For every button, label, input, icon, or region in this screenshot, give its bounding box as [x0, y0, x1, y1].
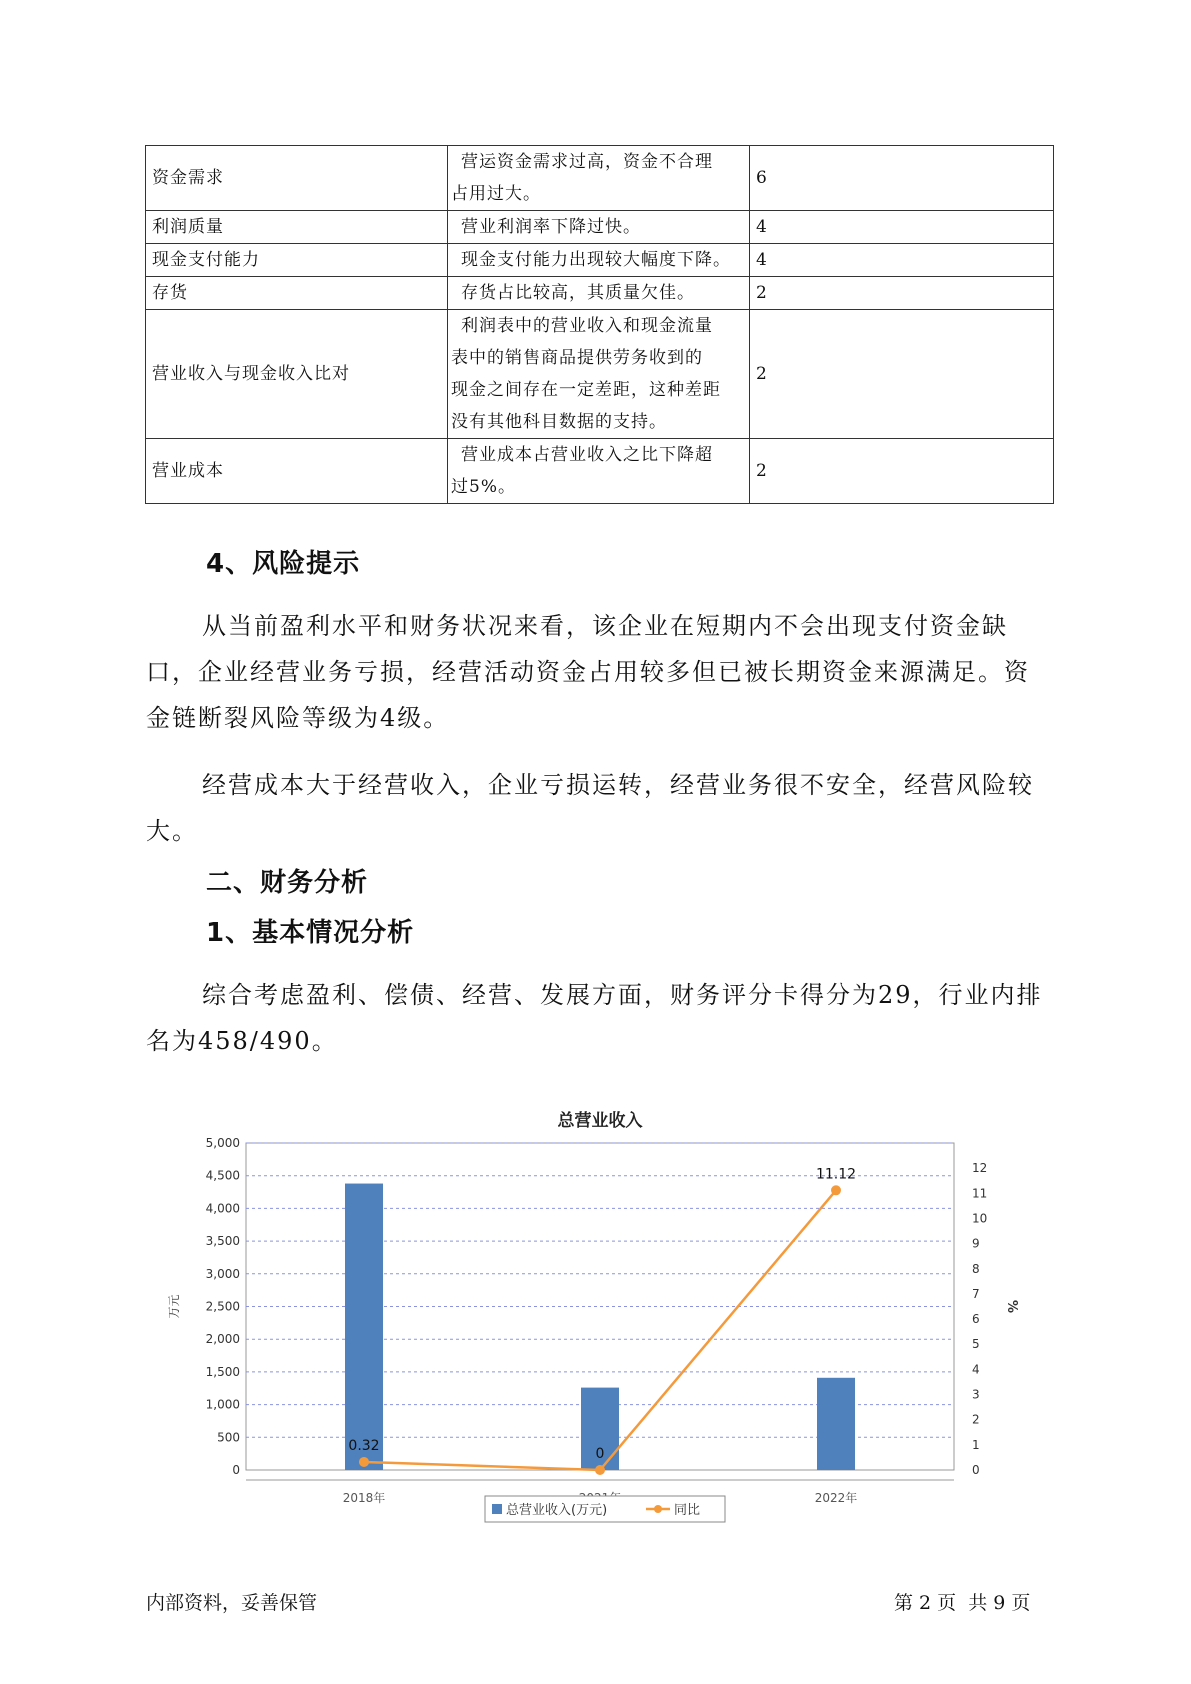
risk-score-cell: 2: [750, 277, 1054, 310]
table-row: [146, 277, 1054, 310]
table-row: [146, 146, 1054, 211]
bar-revenue: [345, 1184, 383, 1470]
section-heading-finance: 二、财务分析: [206, 868, 369, 898]
risk-item-cell: 利润质量: [146, 211, 448, 244]
risk-description-cell: [448, 439, 750, 504]
y-tick-label: 5,000: [205, 1136, 240, 1150]
risk-description-cell: [448, 277, 750, 310]
y-tick-label: 2,500: [205, 1299, 240, 1314]
risk-score-cell: 2: [750, 310, 1054, 439]
risk-description-cell: [448, 211, 750, 244]
table-row: [146, 244, 1054, 277]
section-heading-risk: 4、风险提示: [206, 549, 361, 579]
risk-description-line: 存货占比较高，其质量欠佳。: [461, 283, 695, 303]
data-label-yoy: 0.32: [348, 1437, 380, 1454]
table-row: [146, 211, 1054, 244]
risk-score-cell: 6: [750, 146, 1054, 211]
risk-score-cell: 4: [750, 244, 1054, 277]
y2-tick-label: 10: [972, 1211, 988, 1226]
risk-score-cell: 2: [750, 439, 1054, 504]
point-yoy: [595, 1465, 605, 1475]
table-row: [146, 310, 1054, 439]
data-label-yoy: 11.12: [815, 1166, 857, 1183]
y2-tick-label: 3: [972, 1387, 980, 1402]
table-row: [146, 439, 1054, 504]
footer-confidential: 内部资料，妥善保管: [146, 1592, 318, 1614]
legend-marker-yoy: [654, 1505, 662, 1513]
y2-tick-label: 6: [972, 1312, 980, 1327]
risk-paragraph-2: 经营成本大于经营收入，企业亏损运转，经营业务很不安全，经营风险较大。: [146, 771, 1034, 845]
risk-description-line: 营运资金需求过高，资金不合理: [461, 152, 713, 172]
legend-swatch-revenue: [492, 1504, 502, 1514]
risk-description-line: 现金支付能力出现较大幅度下降。: [461, 250, 731, 270]
risk-description-line: 占用过大。: [451, 184, 541, 204]
y-tick-label: 2,000: [205, 1332, 240, 1347]
y-tick-label: 4,000: [205, 1201, 240, 1216]
risk-item-cell: 现金支付能力: [146, 244, 448, 277]
risk-description-line: 没有其他科目数据的支持。: [451, 412, 667, 432]
risk-description-line: 表中的销售商品提供劳务收到的: [451, 348, 703, 368]
y-tick-label: 3,000: [205, 1266, 240, 1281]
risk-item-cell: 资金需求: [146, 146, 448, 211]
risk-description-cell: [448, 244, 750, 277]
risk-table-body: [146, 146, 1054, 504]
risk-item-cell: 营业收入与现金收入比对: [146, 310, 448, 439]
sub-heading-basic-analysis: 1、基本情况分析: [206, 918, 415, 948]
y-tick-label: 0: [232, 1463, 240, 1477]
y-tick-label: 3,500: [205, 1234, 240, 1249]
risk-table: [145, 145, 1054, 504]
y2-tick-label: 4: [972, 1362, 980, 1377]
risk-description-line: 现金之间存在一定差距，这种差距: [451, 380, 721, 400]
risk-description-line: 营业成本占营业收入之比下降超: [461, 445, 713, 465]
y2-tick-label: 11: [972, 1186, 988, 1201]
point-yoy: [359, 1457, 369, 1467]
risk-description-line: 营业利润率下降过快。: [461, 217, 641, 237]
y-axis-label: 万元: [167, 1294, 181, 1319]
y2-axis-label: %: [1004, 1299, 1019, 1314]
revenue-chart: [167, 1090, 1020, 1550]
chart-title: 总营业收入: [557, 1111, 643, 1131]
risk-paragraph-1: 从当前盈利水平和财务状况来看，该企业在短期内不会出现支付资金缺口，企业经营业务亏损，经营活动资金占用较多但已被长期资金来源满足。资金链断裂风险等级为4级。: [146, 612, 1030, 732]
risk-description-cell: [448, 310, 750, 439]
legend-label-yoy: 同比: [674, 1503, 701, 1518]
x-tick-label: 2022年: [814, 1491, 858, 1505]
bar-revenue: [817, 1378, 855, 1470]
y-tick-label: 4,500: [205, 1168, 240, 1183]
y2-tick-label: 12: [972, 1161, 988, 1176]
risk-item-cell: 存货: [146, 277, 448, 310]
y-tick-label: 1,000: [205, 1397, 240, 1412]
point-yoy: [831, 1185, 841, 1195]
risk-item-cell: 营业成本: [146, 439, 448, 504]
risk-description-line: 过5%。: [451, 477, 516, 497]
y2-tick-label: 2: [972, 1412, 980, 1427]
y2-tick-label: 1: [972, 1437, 980, 1452]
y2-tick-label: 0: [972, 1463, 980, 1477]
y2-tick-label: 8: [972, 1261, 980, 1276]
y-tick-label: 1,500: [205, 1364, 240, 1379]
y-tick-label: 500: [217, 1430, 240, 1445]
y2-tick-label: 7: [972, 1286, 980, 1301]
legend-label-revenue: 总营业收入(万元): [506, 1503, 608, 1518]
data-label-yoy: 0: [595, 1446, 605, 1462]
risk-description-cell: [448, 146, 750, 211]
footer-page-number: 第 2 页 共 9 页: [894, 1592, 1031, 1614]
x-tick-label: 2018年: [342, 1491, 386, 1505]
finance-paragraph: 综合考虑盈利、偿债、经营、发展方面，财务评分卡得分为29，行业内排名为458/490。: [146, 981, 1043, 1055]
risk-score-cell: 4: [750, 211, 1054, 244]
risk-description-line: 利润表中的营业收入和现金流量: [461, 316, 713, 336]
y2-tick-label: 9: [972, 1236, 980, 1251]
y2-tick-label: 5: [972, 1337, 980, 1352]
